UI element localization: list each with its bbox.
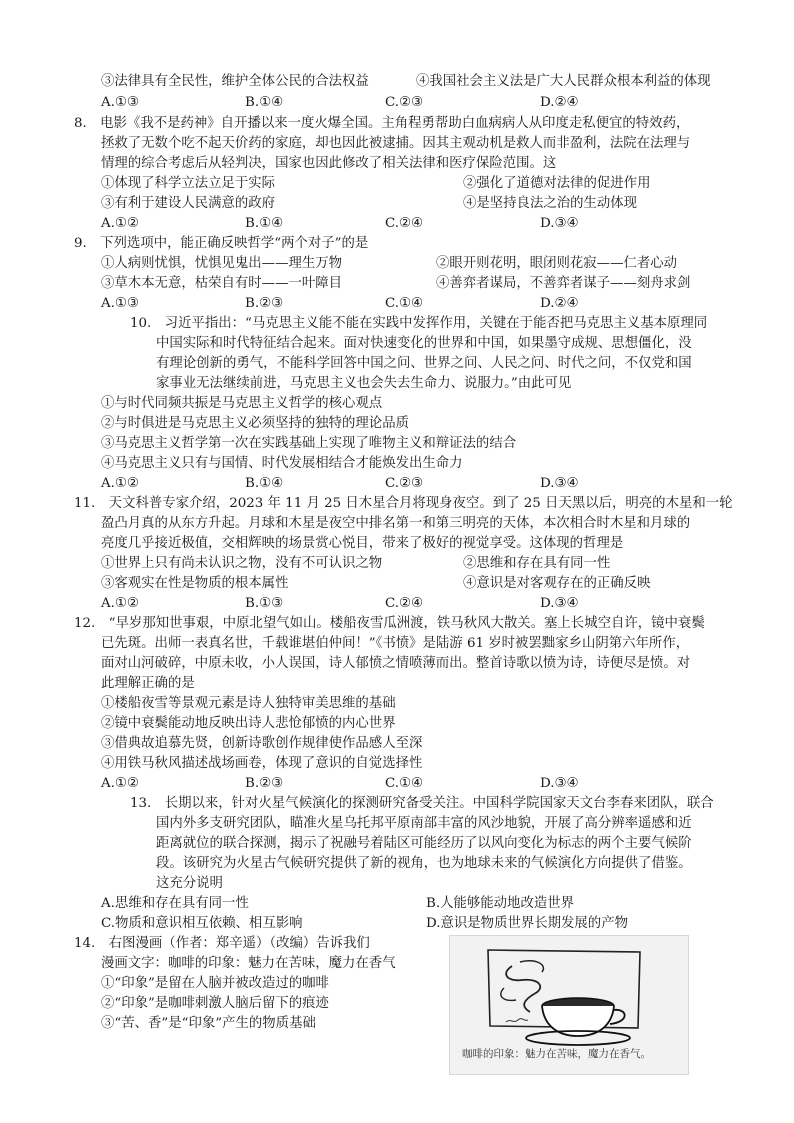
q11-option-d[interactable]: D.③④ — [540, 596, 579, 611]
q14-statement-3: ③“苦、香”是“印象”产生的物质基础 — [101, 1016, 316, 1031]
q14-stem: 14. 右图漫画（作者：郑辛遥）（改编）告诉我们 — [74, 936, 370, 951]
q13-stem-line: 13. 长期以来，针对火星气候演化的探测研究备受关注。中国科学院国家天文台李春来团队，联合 — [130, 796, 714, 811]
cartoon-caption: 咖啡的印象：魅力在苦味，魔力在香气。 — [462, 1048, 651, 1060]
q9-stem: 9. 下列选项中，能正确反映哲学“两个对子”的是 — [74, 236, 369, 251]
q10-statement-1: ①与时代同频共振是马克思主义哲学的核心观点 — [101, 396, 383, 411]
q8-stem-line: 拯救了无数个吃不起天价药的家庭，却也因此被逮捕。因其主观动机是救人而非盈利，法院在法理与 — [101, 136, 691, 151]
q8-option-c[interactable]: C.②④ — [385, 216, 424, 231]
q10-statement-2: ②与时俱进是马克思主义必须坚持的独特的理论品质 — [101, 416, 409, 431]
q13-option-c[interactable]: C.物质和意识相互依赖、相互影响 — [101, 916, 303, 931]
q12-stem-line: 12. “早岁那知世事艰，中原北望气如山。楼船夜雪瓜洲渡，铁马秋风大散关。塞上长城空自许，镜中衰鬓 — [74, 616, 705, 631]
q9-statement-1: ①人病则忧惧，忧惧见鬼出——理生万物 — [101, 256, 343, 271]
q11-statement-2: ②思维和存在具有同一性 — [463, 556, 611, 571]
q11-stem-line: 盈凸月真的从东方升起。月球和木星是夜空中排名第一和第三明亮的天体，本次相合时木星和月球的 — [101, 516, 691, 531]
coffee-cartoon — [449, 935, 689, 1075]
q11-option-c[interactable]: C.②④ — [385, 596, 424, 611]
q9-option-c[interactable]: C.①④ — [385, 296, 424, 311]
q8-option-a[interactable]: A.①② — [101, 216, 139, 231]
q7-statement-3: ③法律具有全民性，维护全体公民的合法权益 — [101, 74, 369, 89]
q8-stem-line: 8. 电影《我不是药神》自开播以来一度火爆全国。主角程勇帮助白血病病人从印度走私便宜的特效药， — [74, 116, 690, 131]
q12-stem-line: 面对山河破碎，中原未收，小人误国，诗人郁愤之情喷薄而出。整首诗歌以愤为诗，诗便尽是愤。对 — [101, 656, 691, 671]
q10-stem-line: 10. 习近平指出：“马克思主义能不能在实践中发挥作用，关键在于能否把马克思主义基本原理同 — [130, 316, 708, 331]
q10-option-c[interactable]: C.②③ — [385, 476, 424, 491]
q8-option-b[interactable]: B.①④ — [245, 216, 284, 231]
q7-option-a[interactable]: A.①③ — [101, 95, 139, 110]
q13-stem-line: 距离就位的联合探测，揭示了祝融号着陆区可能经历了以风向变化为标志的两个主要气候阶 — [156, 836, 692, 851]
q11-stem-line: 亮度几乎接近极值，交相辉映的场景赏心悦目，带来了极好的视觉享受。这体现的哲理是 — [101, 536, 624, 551]
q10-stem-line: 家事业无法继续前进，马克思主义也会失去生命力、说服力。”由此可见 — [156, 376, 572, 391]
q12-statement-3: ③借典故追慕先贤，创新诗歌创作规律使作品感人至深 — [101, 736, 423, 751]
q9-statement-2: ②眼开则花明，眼闭则花寂——仁者心动 — [436, 256, 678, 271]
q11-option-a[interactable]: A.①② — [101, 596, 139, 611]
q7-statement-4: ④我国社会主义法是广大人民群众根本利益的体现 — [416, 74, 711, 89]
q12-statement-1: ①楼船夜雪等景观元素是诗人独特审美思维的基础 — [101, 696, 396, 711]
q13-stem-line: 段。该研究为火星古气候研究提供了新的视角，也为地球未来的气候演化方向提供了借鉴。 — [156, 856, 692, 871]
q8-statement-1: ①体现了科学立法立足于实际 — [101, 176, 276, 191]
q12-option-d[interactable]: D.③④ — [540, 776, 579, 791]
q12-stem-line: 已先斑。出师一表真名世，千载谁堪伯仲间！”《书愤》是陆游 61 岁时被罢黜家乡山阴第六年所作， — [101, 636, 690, 651]
q9-statement-4: ④善弈者谋局，不善弈者谋子——刻舟求剑 — [436, 276, 691, 291]
q10-stem-line: 有理论创新的勇气，不能科学回答中国之问、世界之问、人民之问、时代之问，不仅党和国 — [156, 356, 692, 371]
q12-statement-2: ②镜中衰鬓能动地反映出诗人悲怆郁愤的内心世界 — [101, 716, 396, 731]
q12-option-c[interactable]: C.①④ — [385, 776, 424, 791]
q10-statement-4: ④马克思主义只有与国情、时代发展相结合才能焕发出生命力 — [101, 456, 463, 471]
q7-option-b[interactable]: B.①④ — [245, 95, 284, 110]
q14-cartoon-text: 漫画文字：咖啡的印象：魅力在苦味，魔力在香气 — [101, 956, 396, 971]
q9-option-b[interactable]: B.②③ — [245, 296, 284, 311]
q13-option-d[interactable]: D.意识是物质世界长期发展的产物 — [426, 916, 628, 931]
q7-option-c[interactable]: C.②③ — [385, 95, 424, 110]
q11-stem-line: 11. 天文科普专家介绍，2023 年 11 月 25 日木星合月将现身夜空。到了 25 日天黑以后，明亮的木星和一轮 — [74, 496, 733, 511]
q11-option-b[interactable]: B.①③ — [245, 596, 284, 611]
q10-stem-line: 中国实际和时代特征结合起来。面对快速变化的世界和中国，如果墨守成规、思想僵化，没 — [156, 336, 692, 351]
q11-statement-3: ③客观实在性是物质的根本属性 — [101, 576, 289, 591]
q12-option-a[interactable]: A.①② — [101, 776, 139, 791]
q9-option-d[interactable]: D.②④ — [540, 296, 579, 311]
q13-option-b[interactable]: B.人能够能动地改造世界 — [426, 896, 575, 911]
q8-statement-2: ②强化了道德对法律的促进作用 — [463, 176, 651, 191]
q12-option-b[interactable]: B.②③ — [245, 776, 284, 791]
q10-statement-3: ③马克思主义哲学第一次在实践基础上实现了唯物主义和辩证法的结合 — [101, 436, 517, 451]
q11-statement-1: ①世界上只有尚未认识之物，没有不可认识之物 — [101, 556, 383, 571]
q8-option-d[interactable]: D.③④ — [540, 216, 579, 231]
q7-option-d[interactable]: D.②④ — [540, 95, 579, 110]
q10-option-b[interactable]: B.①④ — [245, 476, 284, 491]
q12-stem-line: 此理解正确的是 — [101, 676, 195, 691]
q8-stem-line: 情理的综合考虑后从轻判决，国家也因此修改了相关法律和医疗保险范围。这 — [101, 156, 557, 171]
q13-stem-line: 国内外多支研究团队，瞄准火星乌托邦平原南部丰富的风沙地貌，开展了高分辨率遥感和近 — [156, 816, 692, 831]
q13-stem-line: 这充分说明 — [156, 876, 223, 891]
q8-statement-4: ④是坚持良法之治的生动体现 — [463, 196, 638, 211]
q13-option-a[interactable]: A.思维和存在具有同一性 — [101, 896, 249, 911]
q11-statement-4: ④意识是对客观存在的正确反映 — [463, 576, 651, 591]
q14-statement-1: ①“印象”是留在人脑并被改造过的咖啡 — [101, 976, 329, 991]
q14-statement-2: ②“印象”是咖啡刺激人脑后留下的痕迹 — [101, 996, 329, 1011]
q9-statement-3: ③草木本无意，枯荣自有时——一叶障目 — [101, 276, 343, 291]
q8-statement-3: ③有利于建设人民满意的政府 — [101, 196, 276, 211]
q9-option-a[interactable]: A.①③ — [101, 296, 139, 311]
q10-option-d[interactable]: D.③④ — [540, 476, 579, 491]
q10-option-a[interactable]: A.①② — [101, 476, 139, 491]
q12-statement-4: ④用铁马秋风描述战场画卷，体现了意识的自觉选择性 — [101, 756, 423, 771]
